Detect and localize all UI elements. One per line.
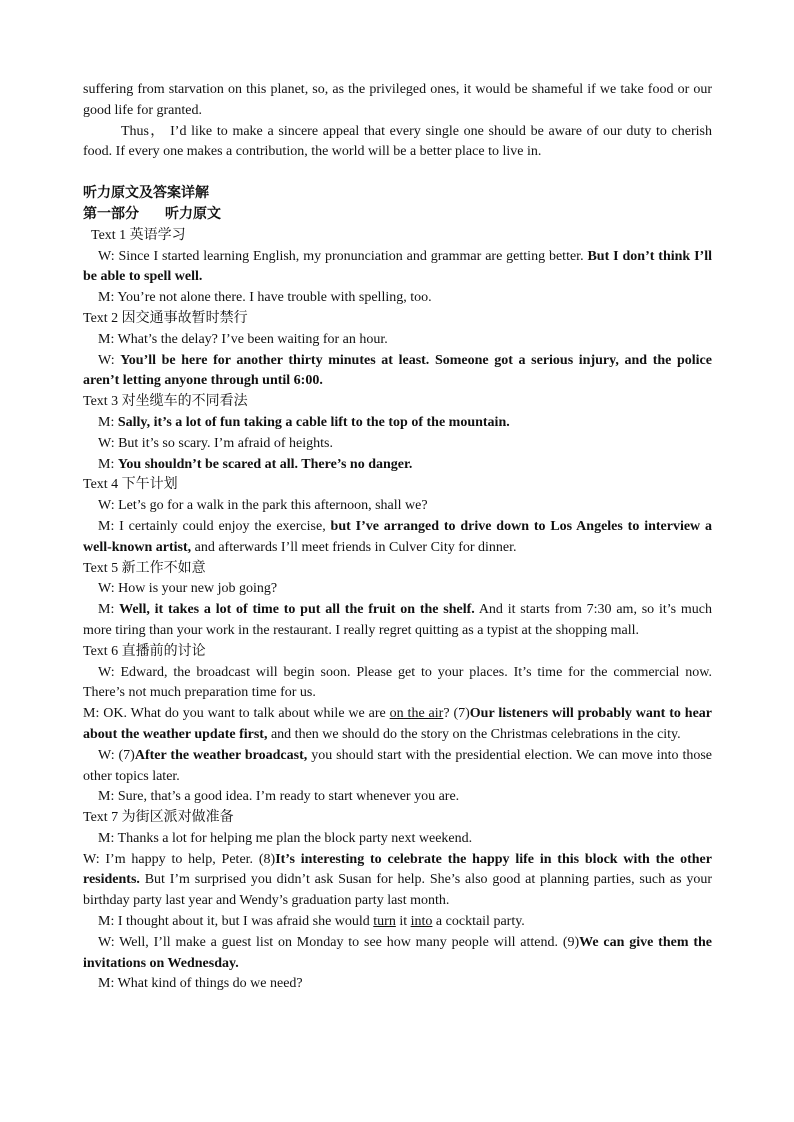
text-3-line-2: W: But it’s so scary. I’m afraid of heights. xyxy=(98,435,333,451)
text-6-line-4: M: Sure, that’s a good idea. I’m ready to start whenever you are. xyxy=(98,789,460,805)
text-5-heading: Text 5 新工作不如意 xyxy=(83,560,206,576)
text-6-heading: Text 6 直播前的讨论 xyxy=(83,643,206,659)
text-3-heading: Text 3 对坐缆车的不同看法 xyxy=(83,394,248,410)
text-3-line-1: M: Sally, it’s a lot of fun taking a cable lift to the top of the mountain. xyxy=(98,414,510,430)
intro-paragraph-1: suffering from starvation on this planet, so, as the privileged ones, it would be shameful if we take food or our good life for granted. xyxy=(83,82,712,118)
spacer xyxy=(83,163,712,184)
text-7-line-2: W: I’m happy to help, Peter. (8)It’s interesting to celebrate the happy life in this block with the other residents. But I’m surprised you didn’t ask Susan for help. She’s also good at planning parties, such as your birthday party last year and Wendy’s graduation party last month. xyxy=(83,851,712,909)
text-1-line-2: M: You’re not alone there. I have trouble with spelling, too. xyxy=(98,290,432,306)
underlined-phrase: on the air xyxy=(389,706,444,722)
text-4-line-2: M: I certainly could enjoy the exercise, but I’ve arranged to drive down to Los Angeles to interview a well-known artist, and afterwards I’ll meet friends in Culver City for dinner. xyxy=(83,518,713,555)
part-heading xyxy=(83,205,712,226)
text-7-heading: Text 7 为街区派对做准备 xyxy=(83,810,234,826)
text-4-heading: Text 4 下午计划 xyxy=(83,477,178,493)
document-page xyxy=(83,80,712,995)
intro-paragraph-2: Thus， I’d like to make a sincere appeal that every single one should be aware of our duty to cherish food. If every one makes a contribution, the world will be a better place to live in. xyxy=(83,123,712,160)
text-4-line-1: W: Let’s go for a walk in the park this afternoon, shall we? xyxy=(98,498,428,514)
text-7-line-5: M: What kind of things do we need? xyxy=(98,976,303,992)
text-7-line-1: M: Thanks a lot for helping me plan the block party next weekend. xyxy=(98,830,473,846)
part-title: 听力原文 xyxy=(165,206,221,222)
text-6-line-2: M: OK. What do you want to talk about while we are on the air? (7)Our listeners will probably want to hear about the weather update first, and then we should do the story on the Christmas celebrations in the city. xyxy=(83,706,713,742)
underlined-word: turn xyxy=(373,914,396,930)
underlined-word: into xyxy=(410,914,433,930)
text-1-heading: Text 1 英语学习 xyxy=(91,227,186,243)
text-5-line-1: W: How is your new job going? xyxy=(98,581,278,597)
text-7-line-3: M: I thought about it, but I was afraid she would turn it into a cocktail party. xyxy=(98,914,525,930)
text-3-line-3: M: You shouldn’t be scared at all. There’s no danger. xyxy=(98,456,413,472)
text-6-line-3: W: (7)After the weather broadcast, you should start with the presidential election. We can move into those other topics later. xyxy=(83,747,712,784)
text-5-line-2: M: Well, it takes a lot of time to put all the fruit on the shelf. And it starts from 7:30 am, so it’s much more tiring than your work in the restaurant. I really regret quitting as a typist at the shopping mall. xyxy=(83,602,712,638)
part-label: 第一部分 xyxy=(83,206,139,222)
text-6-line-1: W: Edward, the broadcast will begin soon. Please get to your places. It’s time for the commercial now. There’s not much preparation time for us. xyxy=(83,664,712,701)
text-1-line-1: W: Since I started learning English, my pronunciation and grammar are getting better. But I don’t think I’ll be able to spell well. xyxy=(83,248,712,285)
text-7-line-4: W: Well, I’ll make a guest list on Monday to see how many people will attend. (9)We can give them the invitations on Wednesday. xyxy=(83,934,712,971)
text-2-line-1: M: What’s the delay? I’ve been waiting for an hour. xyxy=(98,331,388,347)
text-2-line-2: W: You’ll be here for another thirty minutes at least. Someone got a serious injury, and the police aren’t letting anyone through until 6:00. xyxy=(83,352,712,389)
section-title: 听力原文及答案详解 xyxy=(83,186,209,202)
text-2-heading: Text 2 因交通事故暂时禁行 xyxy=(83,310,248,326)
